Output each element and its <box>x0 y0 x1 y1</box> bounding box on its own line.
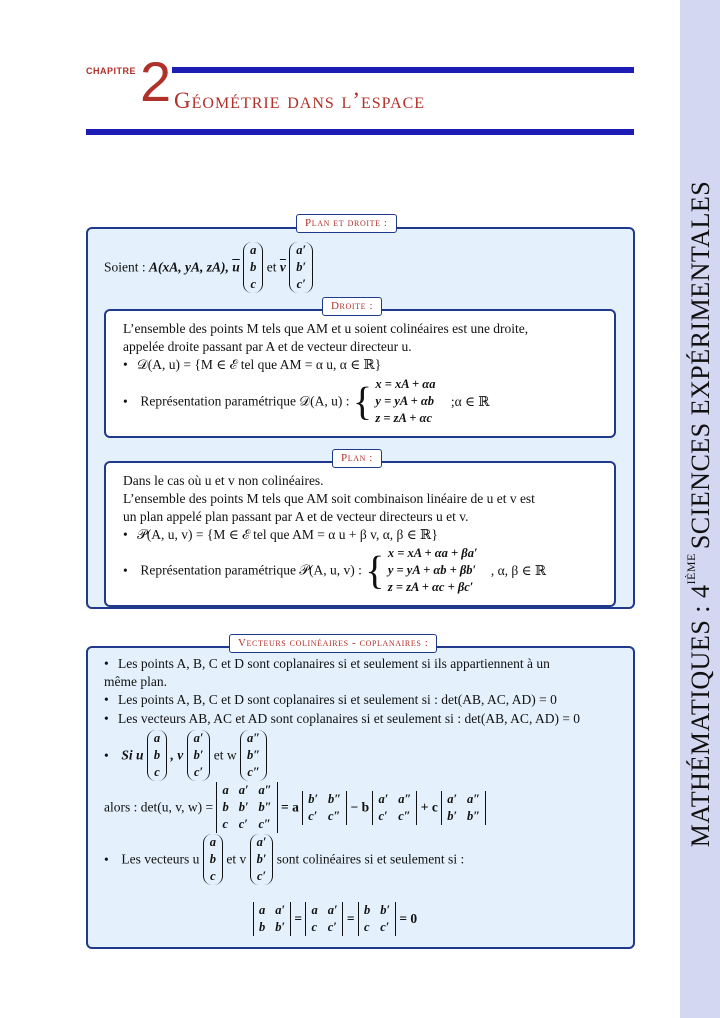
soient-label: Soient : <box>104 259 146 275</box>
si-w-label: et w <box>213 747 237 763</box>
droite-def <box>123 356 381 374</box>
et-label: et <box>266 259 277 275</box>
plan-eq-z: z = zA + αc + βc′ <box>387 580 474 594</box>
droite-cond: ;α ∈ ℝ <box>450 393 490 409</box>
si-v-coord-c: c′ <box>194 765 204 779</box>
det3-cell: c′ <box>238 817 248 831</box>
alors-label: alors : det(u, v, w) = <box>104 799 214 815</box>
droite-param-label: Représentation paramétrique 𝒟(A, u) : <box>140 393 350 409</box>
colin-v-coord-b: b′ <box>256 852 267 866</box>
det3-cell: b <box>222 800 229 814</box>
det3-cell: b″ <box>258 800 272 814</box>
chapter-title: Géométrie dans l’espace <box>174 88 426 113</box>
bullet-icon: • <box>123 393 128 409</box>
colin-v-coord-c: c′ <box>256 869 267 883</box>
plan-eq-y: y = yA + αb + βb′ <box>387 563 477 577</box>
minor-cell: b″ <box>327 791 342 806</box>
colin-det1 <box>253 902 291 936</box>
colin-u-coord-b: b <box>209 852 216 866</box>
v-coord-a: a′ <box>296 243 307 257</box>
si-w-coord-a: a″ <box>247 731 261 745</box>
colin-u-coord-c: c <box>210 869 216 883</box>
droite-def-text: 𝒟(A, u) = {M ∈ ℰ tel que AM = α u, α ∈ ℝ} <box>137 357 382 372</box>
si-v-coord-a: a′ <box>193 731 204 745</box>
si-u-label: Si u <box>121 747 144 763</box>
v-coord-b: b′ <box>296 260 307 274</box>
droite-system <box>375 376 435 427</box>
minor-cell: a″ <box>466 791 481 806</box>
plan-system <box>388 545 478 596</box>
colin-det-cell: c′ <box>327 920 337 934</box>
plan-param-label: Représentation paramétrique 𝒫(A, u, v) : <box>140 562 362 578</box>
eq-sign: = <box>346 911 355 926</box>
minor-cell: b′ <box>447 808 457 823</box>
vecteurs-b2-text: Les points A, B, C et D sont coplanaires si et seulement si : det(AB, AC, AD) = 0 <box>118 692 557 707</box>
eq-sign: = <box>294 911 303 926</box>
vector-v: $\overline{v}$ <box>279 259 286 275</box>
droite-eq-y: y = yA + αb <box>375 394 435 408</box>
soient-line <box>104 242 313 293</box>
point-a: A(xA, yA, zA), <box>149 259 229 275</box>
u-coords <box>243 242 263 293</box>
vecteurs-b1-text: Les points A, B, C et D sont coplanaires si et seulement si ils appartiennent à un <box>118 656 550 671</box>
header-rule-bottom <box>86 129 634 135</box>
si-v-coords <box>187 730 211 781</box>
det3-cell: b′ <box>238 800 249 814</box>
bullet-icon: • <box>123 562 128 578</box>
colin-u-coords <box>203 834 223 885</box>
si-v-label: , v <box>170 747 184 763</box>
det3-cell: c″ <box>258 817 271 831</box>
minor-cell: c′ <box>378 808 388 823</box>
plan-def <box>123 526 438 544</box>
si-line <box>104 730 267 781</box>
u-coord-b: b <box>250 260 257 274</box>
sidebar-title <box>684 181 716 847</box>
det3-cell: a″ <box>258 783 272 797</box>
chapter-number: 2 <box>140 50 172 113</box>
brace-icon: { <box>365 547 385 593</box>
si-v-coord-b: b′ <box>193 748 204 762</box>
minus-b: − b <box>350 799 370 815</box>
vecteurs-tag: Vecteurs colinéaires - coplanaires : <box>229 634 437 653</box>
vecteurs-b3-text: Les vecteurs AB, AC et AD sont coplanaires si et seulement si : det(AB, AC, AD) = 0 <box>118 711 581 726</box>
minor-cell: a″ <box>398 791 412 806</box>
plan-line1: Dans le cas où u et v non colinéaires. <box>123 473 324 488</box>
colin-label: Les vecteurs u <box>121 851 200 867</box>
colin-det3 <box>358 902 396 936</box>
plan-tag: Plan : <box>332 449 382 468</box>
colin-dets <box>253 902 417 936</box>
droite-line1: L’ensemble des points M tels que AM et u soient colinéaires est une droite, <box>123 321 529 336</box>
plan-def-text: 𝒫(A, u, v) = {M ∈ ℰ tel que AM = α u + β v, α, β ∈ ℝ} <box>137 527 438 542</box>
vecteurs-b1-line2: même plan. <box>104 674 167 689</box>
det3-cell: a′ <box>238 783 249 797</box>
colin-det-cell: a <box>311 903 318 917</box>
minor-cell: a′ <box>447 791 457 806</box>
det3-cell: a <box>222 783 229 797</box>
u-coord-c: c <box>250 277 257 291</box>
plan-line3: un plan appelé plan passant par A et de vecteur directeurs u et v. <box>123 509 469 524</box>
si-w-coords <box>240 730 267 781</box>
det3-cell: c <box>222 817 229 831</box>
droite-eq-x: x = xA + αa <box>375 377 436 391</box>
plan-param <box>123 545 546 596</box>
bullet-icon: • <box>104 692 109 707</box>
droite-tag: Droite : <box>322 297 382 316</box>
colin-det-cell: b′ <box>380 903 390 917</box>
minor-cell: b″ <box>466 808 481 823</box>
colin-det-cell: a′ <box>327 903 338 917</box>
alors-line <box>104 782 486 833</box>
vecteurs-b3 <box>104 710 580 728</box>
colin-v-coords <box>250 834 274 885</box>
colin-u-coord-a: a <box>209 835 216 849</box>
eq-a: = a <box>281 799 299 815</box>
chapter-label: CHAPITRE <box>86 66 137 76</box>
colin-det-cell: a′ <box>275 903 286 917</box>
eq-zero: = 0 <box>399 911 418 926</box>
vecteurs-b2 <box>104 691 557 709</box>
si-w-coord-c: c″ <box>247 765 260 779</box>
colin-tail: sont colinéaires si et seulement si : <box>276 851 465 867</box>
droite-eq-z: z = zA + αc <box>375 411 432 425</box>
bullet-icon: • <box>104 711 109 726</box>
plan-cond: , α, β ∈ ℝ <box>490 562 547 578</box>
si-u-coords <box>147 730 167 781</box>
minor3 <box>441 791 486 825</box>
si-u-coord-a: a <box>153 731 161 745</box>
u-coord-a: a <box>250 243 257 257</box>
bullet-icon: • <box>104 656 109 671</box>
bullet-icon: • <box>104 747 109 763</box>
v-coord-c: c′ <box>296 277 306 291</box>
plan-droite-tag: Plan et droite : <box>296 214 397 233</box>
colin-det-cell: c′ <box>380 920 390 934</box>
vecteurs-b1-line1 <box>104 655 550 673</box>
plan-eq-x: x = xA + αa + βa′ <box>387 546 478 560</box>
vector-u: $\overline{u}$ <box>232 259 240 275</box>
si-u-coord-b: b <box>153 748 161 762</box>
colin-det2 <box>305 902 343 936</box>
colin-det-cell: b <box>259 920 266 934</box>
minor-cell: b′ <box>308 791 318 806</box>
bullet-icon: • <box>104 851 109 867</box>
colin-line <box>104 834 464 885</box>
plan-line2: L’ensemble des points M tels que AM soit combinaison linéaire de u et v est <box>123 491 535 506</box>
header-rule-top <box>172 67 634 73</box>
bullet-icon: • <box>123 527 128 542</box>
colin-v-coord-a: a′ <box>256 835 267 849</box>
v-coords <box>289 242 313 293</box>
minor-cell: c′ <box>308 808 318 823</box>
si-u-coord-c: c <box>154 765 160 779</box>
droite-line2: appelée droite passant par A et de vecteur directeur u. <box>123 339 412 354</box>
minor-cell: a′ <box>378 791 389 806</box>
brace-icon: { <box>352 378 373 424</box>
colin-et: et v <box>226 851 247 867</box>
minor-cell: c″ <box>398 808 411 823</box>
minor2 <box>372 791 417 825</box>
bullet-icon: • <box>123 357 128 372</box>
droite-param <box>123 376 490 427</box>
sidebar-text-sup: IÈME <box>684 553 698 585</box>
det3-matrix <box>216 782 277 833</box>
plus-c: + c <box>420 799 438 815</box>
colin-det-cell: a <box>259 903 266 917</box>
colin-det-cell: b <box>363 903 371 917</box>
colin-det-cell: c <box>363 920 370 934</box>
colin-det-cell: b′ <box>275 920 286 934</box>
minor1 <box>302 791 347 825</box>
sidebar-text-main: MATHÉMATIQUES : 4 <box>686 584 715 848</box>
minor-cell: c″ <box>327 808 341 823</box>
sidebar-text-rest: SCIENCES EXPÉRIMENTALES <box>686 180 715 550</box>
si-w-coord-b: b″ <box>247 748 261 762</box>
sidebar <box>680 0 720 1018</box>
colin-det-cell: c <box>311 920 318 934</box>
